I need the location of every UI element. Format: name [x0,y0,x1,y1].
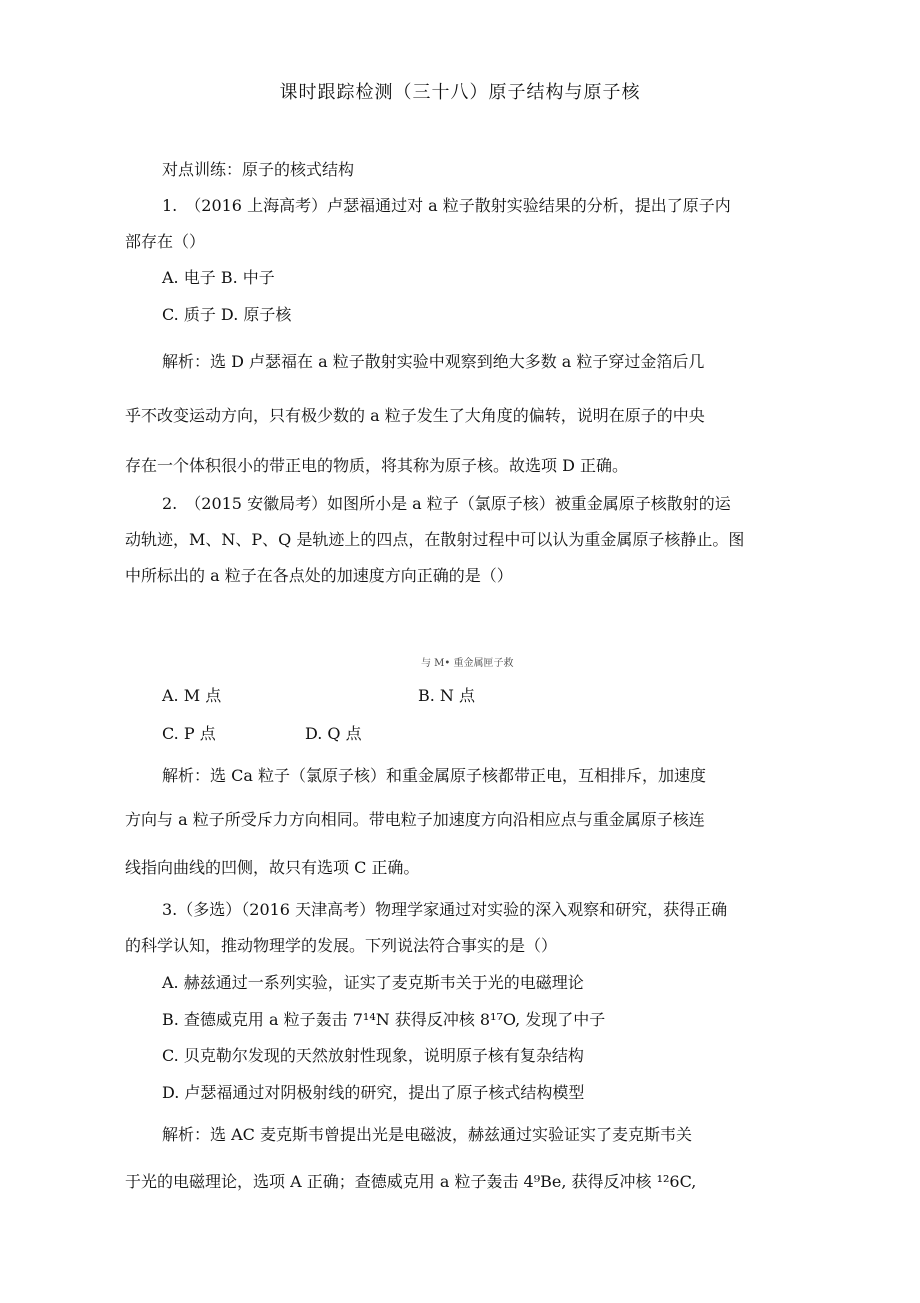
q2-analysis-line3: 线指向曲线的凹侧，故只有选项 C 正确。 [125,858,420,877]
q1-stem-line1: 1. （2016 上海高考）卢瑟福通过对 a 粒子散射实验结果的分析，提出了原子内 [162,196,731,215]
q2-analysis-line2: 方向与 a 粒子所受斥力方向相同。带电粒子加速度方向沿相应点与重金属原子核连 [125,810,705,829]
q1-analysis-line1: 解析：选 D 卢瑟福在 a 粒子散射实验中观察到绝大多数 a 粒子穿过金箔后几 [162,352,705,371]
q2-option-c: C. P 点 [162,724,216,743]
q2-option-a: A. M 点 [162,686,222,705]
q1-analysis-line2: 乎不改变运动方向，只有极少数的 a 粒子发生了大角度的偏转，说明在原子的中央 [125,406,705,425]
q3-analysis-line2: 于光的电磁理论，选项 A 正确；查德威克用 a 粒子轰击 4⁹Be, 获得反冲核 ¹²6C, [125,1172,697,1191]
q3-option-c: C. 贝克勒尔发现的天然放射性现象，说明原子核有复杂结构 [162,1046,584,1065]
q3-stem-line1: 3.（多选）（2016 天津高考）物理学家通过对实验的深入观察和研究，获得正确 [162,900,728,919]
q2-analysis-line1: 解析：选 Ca 粒子（氯原子核）和重金属原子核都带正电，互相排斥，加速度 [162,766,706,785]
q1-options-ab: A. 电子 B. 中子 [162,268,275,287]
q1-stem-line2: 部存在（） [125,232,206,251]
page-title: 课时跟踪检测（三十八）原子结构与原子核 [279,82,641,103]
q3-option-d: D. 卢瑟福通过对阴极射线的研究，提出了原子核式结构模型 [162,1083,585,1102]
q3-stem-line2: 的科学认知，推动物理学的发展。下列说法符合事实的是（） [125,936,558,955]
q1-options-cd: C. 质子 D. 原子核 [162,305,292,324]
q3-option-a: A. 赫兹通过一系列实验，证实了麦克斯韦关于光的电磁理论 [162,973,584,992]
q2-stem-line1: 2. （2015 安徽局考）如图所小是 a 粒子（氯原子核）被重金属原子核散射的运 [162,494,731,513]
q2-option-d: D. Q 点 [305,724,362,743]
figure-caption: 与 M• 重金属匣子救 [421,658,514,669]
q2-stem-line3: 中所标出的 a 粒子在各点处的加速度方向正确的是（） [125,566,513,585]
q3-option-b: B. 查德威克用 a 粒子轰击 7¹⁴N 获得反冲核 8¹⁷O, 发现了中子 [162,1010,606,1029]
q1-analysis-line3: 存在一个体积很小的带正电的物质，将其称为原子核。故选项 D 正确。 [125,456,629,475]
q3-analysis-line1: 解析：选 AC 麦克斯韦曾提出光是电磁波，赫兹通过实验证实了麦克斯韦关 [162,1125,692,1144]
q2-option-b: B. N 点 [418,686,476,705]
q2-stem-line2: 动轨迹，M、N、P、Q 是轨迹上的四点，在散射过程中可以认为重金属原子核静止。图 [125,530,745,549]
section-heading: 对点训练：原子的核式结构 [162,160,355,179]
